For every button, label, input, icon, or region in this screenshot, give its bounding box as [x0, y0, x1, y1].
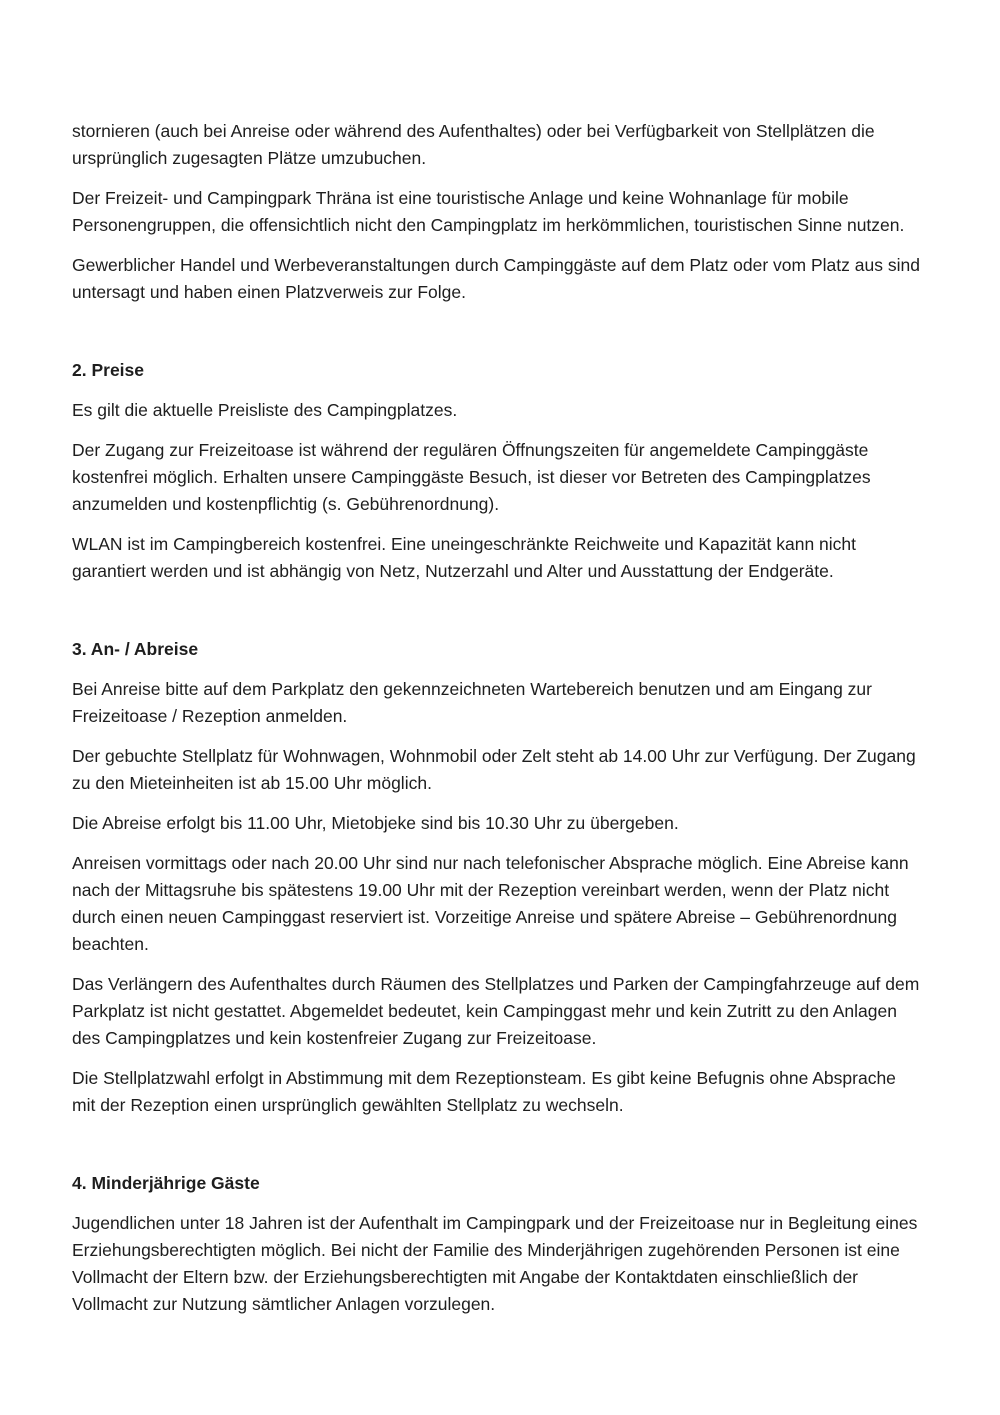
section-an-abreise — [72, 636, 972, 1119]
preise-paragraph-1: Es gilt die aktuelle Preisliste des Campingplatzes. — [72, 400, 458, 420]
section-heading-minderjaehrige: 4. Minderjährige Gäste — [72, 1173, 260, 1193]
minderjaehrige-paragraph-1: Jugendlichen unter 18 Jahren ist der Aufenthalt im Campingpark und der Freizeitoase nur in Begleitung eines Erziehungsberechtigten möglich. Bei nicht der Familie des Minderjährigen zugehörenden Personen ist eine Vollmacht der Eltern bzw. der Erziehungsberechtigten mit Angabe der Kontaktdaten einschließlich der Vollmacht zur Nutzung sämtlicher Anlagen vorzulegen. — [72, 1213, 918, 1314]
section-preise — [72, 357, 972, 585]
an-abreise-paragraph-1: Bei Anreise bitte auf dem Parkplatz den gekennzeichneten Wartebereich benutzen und am Eingang zur Freizeitoase / Rezeption anmelden. — [72, 679, 872, 726]
section-heading-preise: 2. Preise — [72, 360, 144, 380]
section-minderjaehrige — [72, 1170, 972, 1318]
preise-paragraph-2: Der Zugang zur Freizeitoase ist während der regulären Öffnungszeiten für angemeldete Campinggäste kostenfrei möglich. Erhalten unsere Campinggäste Besuch, ist dieser vor Betreten des Campingplatzes anzumelden und kostenpflichtig (s. Gebührenordnung). — [72, 440, 871, 514]
intro-paragraph-1: stornieren (auch bei Anreise oder während des Aufenthaltes) oder bei Verfügbarkeit von Stellplätzen die ursprünglich zugesagten Plätze umzubuchen. — [72, 121, 875, 168]
intro-paragraph-3: Gewerblicher Handel und Werbeveranstaltungen durch Campinggäste auf dem Platz oder vom Platz aus sind untersagt und haben einen Platzverweis zur Folge. — [72, 255, 920, 302]
intro-section — [72, 118, 972, 306]
section-heading-an-abreise: 3. An- / Abreise — [72, 639, 199, 659]
an-abreise-paragraph-4: Anreisen vormittags oder nach 20.00 Uhr sind nur nach telefonischer Absprache möglich. Eine Abreise kann nach der Mittagsruhe bis spätestens 19.00 Uhr mit der Rezeption vereinbart werden, wenn der Platz nicht durch einen neuen Campinggast reserviert ist. Vorzeitige Anreise und spätere Abreise – Gebührenordnung beachten. — [72, 853, 909, 954]
preise-paragraph-3: WLAN ist im Campingbereich kostenfrei. Eine uneingeschränkte Reichweite und Kapazität kann nicht garantiert werden und ist abhängig von Netz, Nutzerzahl und Alter und Ausstattung der Endgeräte. — [72, 534, 857, 581]
an-abreise-paragraph-3: Die Abreise erfolgt bis 11.00 Uhr, Mietobjeke sind bis 10.30 Uhr zu übergeben. — [72, 813, 679, 833]
an-abreise-paragraph-2: Der gebuchte Stellplatz für Wohnwagen, Wohnmobil oder Zelt steht ab 14.00 Uhr zur Verfügung. Der Zugang zu den Mieteinheiten ist ab 15.00 Uhr möglich. — [72, 746, 916, 793]
document-page — [72, 118, 972, 1318]
an-abreise-paragraph-5: Das Verlängern des Aufenthaltes durch Räumen des Stellplatzes und Parken der Campingfahrzeuge auf dem Parkplatz ist nicht gestattet. Abgemeldet bedeutet, kein Campinggast mehr und kein Zutritt zu den Anlagen des Campingplatzes und kein kostenfreier Zugang zur Freizeitoase. — [72, 974, 920, 1048]
an-abreise-paragraph-6: Die Stellplatzwahl erfolgt in Abstimmung mit dem Rezeptionsteam. Es gibt keine Befugnis ohne Absprache mit der Rezeption einen ursprünglich gewählten Stellplatz zu wechseln. — [72, 1068, 896, 1115]
intro-paragraph-2: Der Freizeit- und Campingpark Thräna ist eine touristische Anlage und keine Wohnanlage für mobile Personengruppen, die offensichtlich nicht den Campingplatz im herkömmlichen, touristischen Sinne nutzen. — [72, 188, 905, 235]
